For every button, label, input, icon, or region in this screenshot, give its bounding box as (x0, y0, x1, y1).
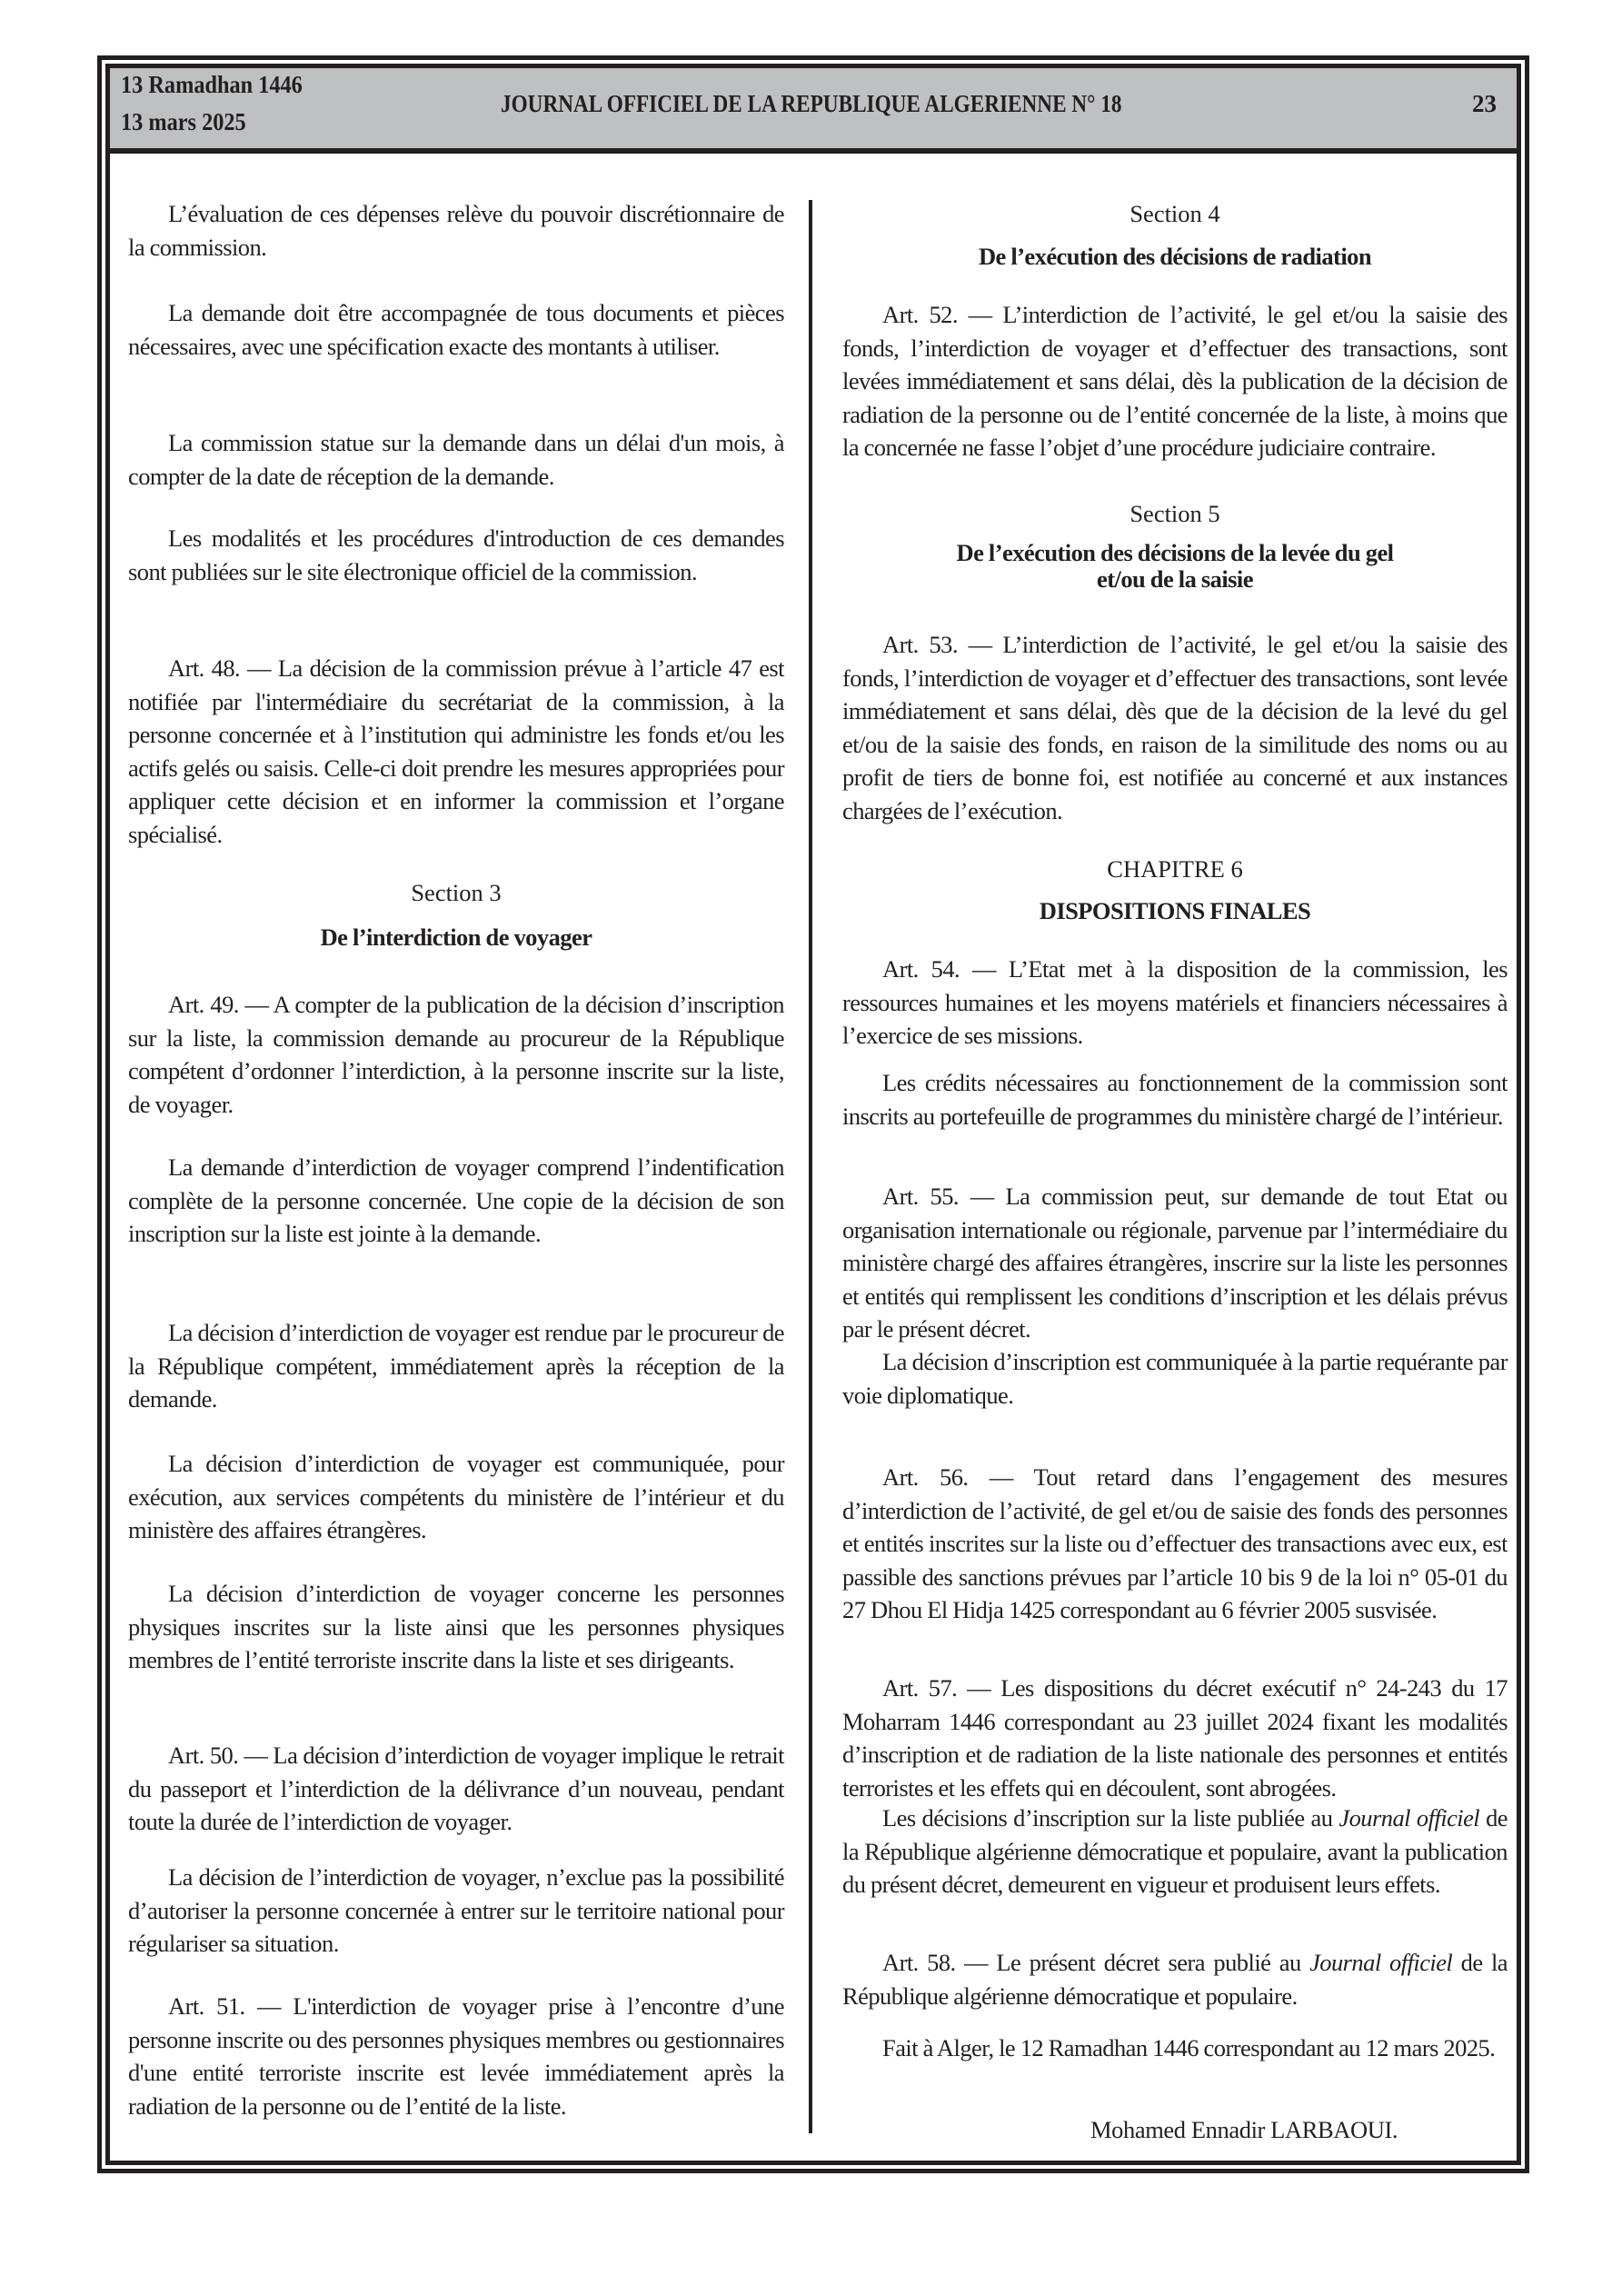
article-56: Art. 56. — Tout retard dans l’engagement des mesures d’interdiction de l’activité, de gel et/ou de saisie des fonds des personnes et entités inscrites sur la liste ou d’effectuer des transactions avec eux, est passible des sanctions prévues par l’article 10 bis 9 de la loi n° 05-01 du 27 Dhou El Hidja 1425 correspondant au 6 février 2005 susvisée. (842, 1463, 1508, 1623)
page-number: 23 (1472, 90, 1497, 117)
article-53: Art. 53. — L’interdiction de l’activité, le gel et/ou la saisie des fonds, l’interdiction de voyager et d’effectuer des transactions, sont levée immédiatement et sans délai, dès que de la décision de la levé du gel et/ou de la saisie des fonds, en raison de la similitude des noms ou au profit de tiers de bonne foi, est notifiée au concerné et aux instances chargées de l’exécution. (842, 631, 1508, 824)
article-58 (842, 1946, 1508, 2012)
paragraph: La décision d’interdiction de voyager concerne les personnes physiques inscrites sur la liste ainsi que les personnes physiques membres de l’entité terroriste inscrite dans la liste et ses dirigeants. (128, 1580, 784, 1673)
article-51: Art. 51. — L'interdiction de voyager prise à l’encontre d’une personne inscrite ou des personnes physiques membres ou gestionnaires d'une entité terroriste inscrite est levée immédiatement après la radiation de la personne ou de l’entité de la liste. (128, 1992, 784, 2120)
page-header (110, 68, 1517, 154)
article-48: Art. 48. — La décision de la commission prévue à l’article 47 est notifiée par l'intermédiaire du secrétariat de la commission, à la personne concernée et à l’institution qui administre les fonds et/ou les actifs gelés ou saisis. Celle-ci doit prendre les mesures appropriées pour appliquer cette décision et en informer la commission et l’organe spécialisé. (128, 654, 784, 848)
section-label: Section 4 (1129, 200, 1220, 227)
paragraph: La décision d’interdiction de voyager est communiquée, pour exécution, aux services compétents du ministère de l’intérieur et du ministère des affaires étrangères. (128, 1450, 784, 1543)
text-run: Les décisions d’inscription sur la liste publiée au (882, 1804, 1339, 1832)
paragraph: La commission statue sur la demande dans un délai d'un mois, à compter de la date de réception de la demande. (128, 429, 784, 490)
paragraph: La décision d’interdiction de voyager est rendue par le procureur de la République compétent, immédiatement après la réception de la demande. (128, 1319, 784, 1413)
section-label: Section 5 (1129, 500, 1220, 527)
header-date-hijri: 13 Ramadhan 1446 (121, 71, 303, 98)
header-date-gregorian: 13 mars 2025 (121, 108, 246, 135)
journal-officiel-italic: Journal officiel (1309, 1949, 1453, 1976)
paragraph: Les crédits nécessaires au fonctionnement de la commission sont inscrits au portefeuille de programmes du ministère chargé de l’intérieur. (842, 1069, 1508, 1130)
chapter-label: CHAPITRE 6 (1107, 855, 1243, 883)
signature: Mohamed Ennadir LARBAOUI. (1090, 2116, 1398, 2143)
section-title-line: et/ou de la saisie (1097, 565, 1253, 593)
header-journal-title: JOURNAL OFFICIEL DE LA REPUBLIQUE ALGERIENNE N° 18 (501, 90, 1122, 117)
paragraph (842, 1802, 1508, 1902)
journal-officiel-italic: Journal officiel (1338, 1804, 1480, 1832)
article-54: Art. 54. — L’Etat met à la disposition de la commission, les ressources humaines et les moyens matériels et financiers nécessaires à l’exercice de ses missions. (842, 955, 1508, 1049)
text-run: Art. 58. — Le présent décret sera publié au (882, 1949, 1310, 1976)
paragraph: La décision d’inscription est communiquée à la partie requérante par voie diplomatique. (842, 1348, 1508, 1409)
section-title (842, 540, 1508, 593)
text-run: de la République algérienne démocratique et populaire, avant la publication du présent décret, demeurent en vigueur et produisent leurs effets. (842, 1804, 1508, 1898)
column-divider (809, 200, 812, 2133)
paragraph: L’évaluation de ces dépenses relève du pouvoir discrétionnaire de la commission. (128, 200, 784, 261)
paragraph: La demande d’interdiction de voyager comprend l’indentification complète de la personne concernée. Une copie de la décision de son inscription sur la liste est jointe à la demande. (128, 1153, 784, 1247)
section-title: De l’exécution des décisions de radiation (978, 243, 1372, 270)
chapter-title: DISPOSITIONS FINALES (1039, 897, 1311, 924)
paragraph: La demande doit être accompagnée de tous documents et pièces nécessaires, avec une spécification exacte des montants à utiliser. (128, 299, 784, 360)
closing-statement: Fait à Alger, le 12 Ramadhan 1446 correspondant au 12 mars 2025. (882, 2034, 1496, 2061)
article-57: Art. 57. — Les dispositions du décret exécutif n° 24-243 du 17 Moharram 1446 correspondant au 23 juillet 2024 fixant les modalités d’inscription et de radiation de la liste nationale des personnes et entités terroristes et les effets qui en découlent, sont abrogées. (842, 1674, 1508, 1802)
section-title: De l’interdiction de voyager (320, 923, 592, 951)
paragraph: La décision de l’interdiction de voyager, n’exclue pas la possibilité d’autoriser la personne concernée à entrer sur le territoire national pour régulariser sa situation. (128, 1863, 784, 1957)
article-55: Art. 55. — La commission peut, sur demande de tout Etat ou organisation internationale ou régionale, parvenue par l’intermédiaire du ministère chargé des affaires étrangères, inscrire sur la liste les personnes et entités qui remplissent les conditions d’inscription et les délais prévus par le présent décret. (842, 1183, 1508, 1343)
article-49: Art. 49. — A compter de la publication de la décision d’inscription sur la liste, la commission demande au procureur de la République compétent d’ordonner l’interdiction, à la personne inscrite sur la liste, de voyager. (128, 991, 784, 1118)
section-label: Section 3 (411, 879, 502, 906)
section-title-line: De l’exécution des décisions de la levée du gel (956, 539, 1394, 566)
text-run: de la République algérienne démocratique et populaire. (842, 1949, 1508, 2010)
article-50: Art. 50. — La décision d’interdiction de voyager implique le retrait du passeport et l’interdiction de la délivrance d’un nouveau, pendant toute la durée de l’interdiction de voyager. (128, 1742, 784, 1835)
paragraph: Les modalités et les procédures d'introduction de ces demandes sont publiées sur le site électronique officiel de la commission. (128, 524, 784, 585)
article-52: Art. 52. — L’interdiction de l’activité, le gel et/ou la saisie des fonds, l’interdiction de voyager et d’effectuer des transactions, sont levées immédiatement et sans délai, dès la publication de la décision de radiation de la personne ou de l’entité concernée de la liste, à moins que la concernée ne fasse l’objet d’une procédure judiciaire contraire. (842, 301, 1508, 461)
